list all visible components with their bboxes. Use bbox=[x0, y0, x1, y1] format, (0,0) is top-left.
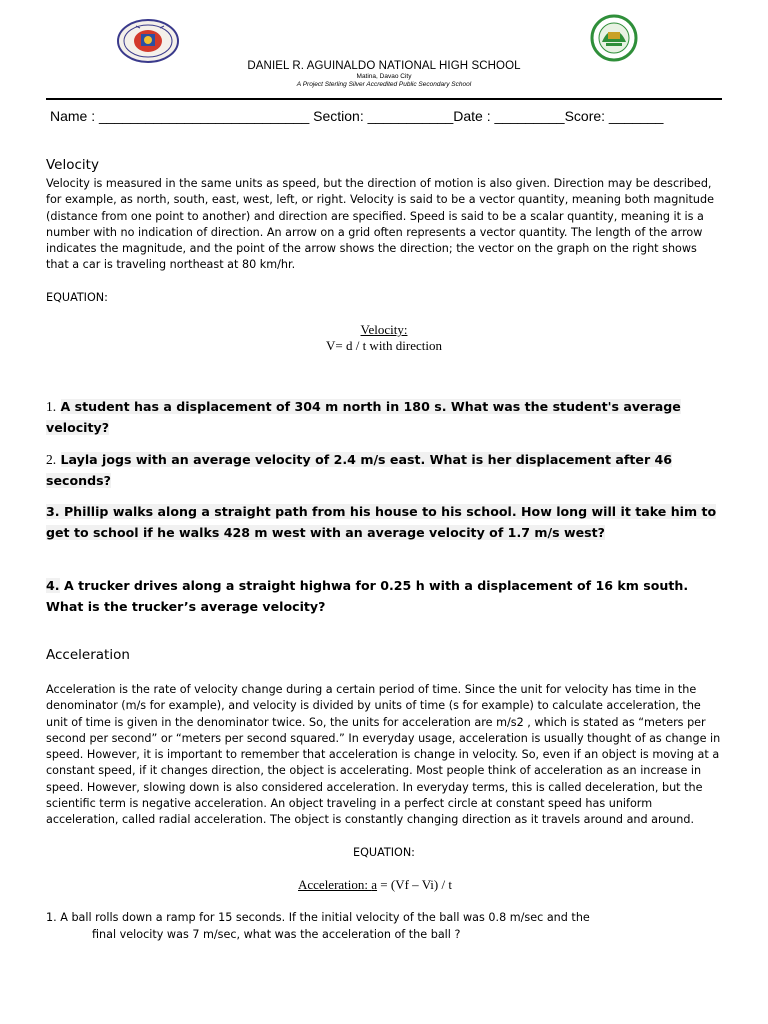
velocity-equation bbox=[0, 322, 768, 354]
acceleration-paragraph: Acceleration is the rate of velocity change during a certain period of time. Since the unit for velocity has time in the denominator (m/s for example), and velocity is divided by units of time (s for example) to calculate acceleration, the unit of time is given in the denominator twice. So, the units for acceleration are m/s2 , which is stated as “meters per second per second” or “meters per second squared.” In everyday usage, acceleration is usually thought of as change in speed. However, it is important to remember that acceleration is change in velocity. So, even if an object is moving at a constant speed, if it changes direction, the object is accelerating. Most people think of acceleration as an increase in speed. However, slowing down is also considered acceleration. In everyday terms, this is called deceleration, but the scientific term is negative acceleration. An object traveling in a perfect circle at constant speed has uniform acceleration, called radial acceleration. The object is constantly changing direction as it travels around and around. bbox=[46, 683, 721, 827]
acceleration-equation-a: a bbox=[371, 877, 378, 892]
school-seal-logo bbox=[586, 14, 642, 62]
question-4 bbox=[46, 575, 722, 617]
velocity-paragraph: Velocity is measured in the same units as speed, but the direction of motion is also given. Direction may be described, for example, as north, south, east, west, left, or right. Velocity is said to be a vector quantity, meaning both magnitude (distance from one point to another) and direction are specified. Speed is said to be a scalar quantity, meaning it is a number with no indication of direction. An arrow on a grid often represents a vector quantity. The length of the arrow indicates the magnitude, and the point of the arrow shows the direction; the vector on the graph on the right shows that a car is traveling northeast at 80 km/hr. bbox=[46, 177, 714, 272]
velocity-equation-name: Velocity: bbox=[360, 322, 408, 337]
velocity-equation-formula: V= d / t with direction bbox=[325, 338, 442, 353]
question-number: 2. bbox=[46, 452, 57, 467]
problem-line-1: 1. A ball rolls down a ramp for 15 seconds. If the initial velocity of the ball was 0.8 m/sec and the bbox=[46, 911, 590, 924]
question-number: 1. bbox=[46, 399, 57, 414]
velocity-heading: Velocity bbox=[46, 157, 99, 173]
question-text: A trucker drives along a straight highwa for 0.25 h with a displacement of 16 km south. What is the trucker’s average velocity? bbox=[46, 578, 689, 614]
question-text: Layla jogs with an average velocity of 2.4 m/s east. What is her displacement after 46 seconds? bbox=[46, 452, 673, 488]
problem-line-2: final velocity was 7 m/sec, what was the acceleration of the ball ? bbox=[92, 928, 461, 941]
question-number: 4. bbox=[46, 578, 60, 593]
acceleration-equation-formula: = (Vf – Vi) / t bbox=[377, 877, 452, 892]
question-number: 3. bbox=[46, 504, 60, 519]
velocity-equation-label: EQUATION: bbox=[46, 291, 108, 304]
question-1 bbox=[46, 396, 722, 438]
acceleration-equation-label: EQUATION: bbox=[353, 846, 415, 859]
acceleration-heading: Acceleration bbox=[46, 647, 130, 663]
deped-seal-logo bbox=[116, 18, 180, 64]
question-3 bbox=[46, 501, 722, 543]
question-text: Phillip walks along a straight path from his house to his school. How long will it take him to get to school if he walks 428 m west with an average velocity of 1.7 m/s west? bbox=[46, 504, 717, 540]
acceleration-equation-name: Acceleration: bbox=[298, 877, 369, 892]
question-text: A student has a displacement of 304 m north in 180 s. What was the student's average velocity? bbox=[46, 399, 681, 435]
school-name: DANIEL R. AGUINALDO NATIONAL HIGH SCHOOL bbox=[247, 60, 521, 72]
acceleration-problem-1 bbox=[46, 909, 590, 943]
acceleration-equation bbox=[298, 877, 452, 893]
school-accreditation: A Project Sterling Silver Accredited Public Secondary School bbox=[296, 81, 472, 88]
header-divider bbox=[46, 98, 722, 100]
student-info-fields[interactable]: Name : ___________________________ Section: ___________Date : _________Score: _______ bbox=[50, 108, 664, 124]
school-location: Matina, Davao City bbox=[356, 73, 412, 80]
question-2 bbox=[46, 449, 722, 491]
